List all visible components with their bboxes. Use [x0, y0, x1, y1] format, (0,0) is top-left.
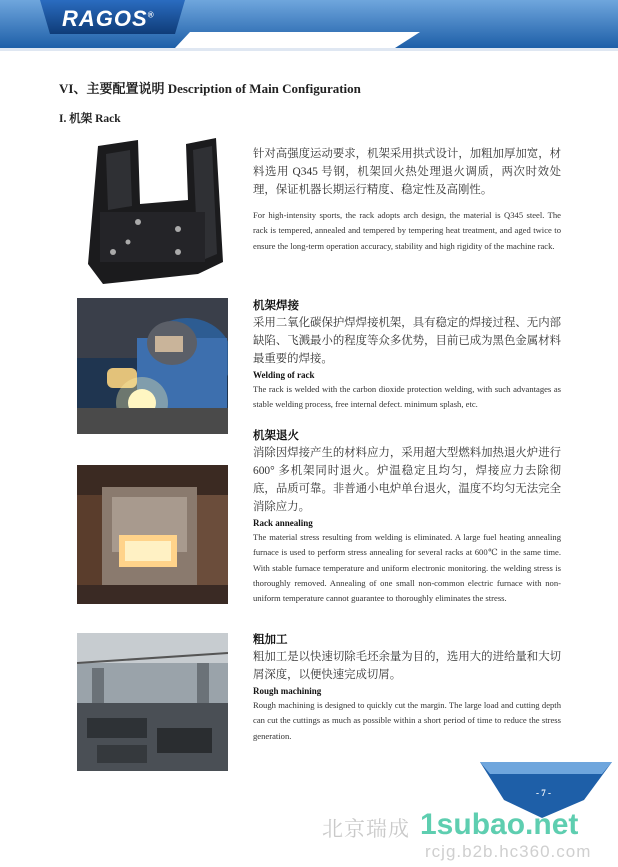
section-title: VI、主要配置说明 Description of Main Configuration [59, 81, 361, 96]
welding-title-cn: 机架焊接 [253, 300, 299, 312]
watermark-main: 1subao.net [420, 808, 579, 841]
welding-image [77, 298, 228, 434]
machining-text-en: Rough machining is designed to quickly cut the margin. The large load and cutting depth can cut the cuttings as much as possible within a short period of time to reduce the stress generation. [253, 700, 561, 741]
machining-section [253, 632, 561, 744]
annealing-title-en: Rack annealing [253, 518, 313, 528]
welding-section [253, 298, 561, 413]
annealing-section [253, 428, 561, 606]
welding-text-cn: 采用二氧化碳保护焊焊接机架，具有稳定的焊接过程、无内部缺陷、飞溅最小的程度等众多优势，目前已成为黑色金属材料最重要的焊接。 [253, 317, 561, 365]
welding-title-en: Welding of rack [253, 370, 315, 380]
machining-title-cn: 粗加工 [253, 634, 288, 646]
rack-frame-image [78, 134, 228, 289]
rack-text-cn: 针对高强度运动要求，机架采用拱式设计，加粗加厚加宽，材料选用 Q345 号钢，机架回火热处理退火调质，两次时效处理，保证机器长期运行精度、稳定性及高刚性。 [253, 148, 561, 196]
annealing-furnace-image [77, 465, 228, 604]
footer-company: 北京瑞成 [322, 817, 410, 841]
rack-description [253, 145, 561, 254]
welding-text-en: The rack is welded with the carbon dioxide protection welding, with such advantages as stable welding process, free internal defect. minimum splash, etc. [253, 384, 561, 410]
machining-title-en: Rough machining [253, 686, 322, 696]
page-number: - 7 - [536, 788, 551, 798]
machining-text-cn: 粗加工是以快速切除毛坯余量为目的，选用大的进给量和大切屑深度，以便快速完成切屑。 [253, 651, 561, 681]
annealing-text-en: The material stress resulting from welding is eliminated. A large fuel heating annealing furnace is used to perform stress annealing for several racks at 600℃ in the same time. With stable furnace temperature and uniform electronic monitoring. the welding stress is thoroughly removed. Annealing of one small non-common electric furnace with non-uniform temperature cannot guarantee to thoroughly eliminates the stress. [253, 532, 561, 604]
logo-text: RAGOS [62, 6, 148, 31]
logo-mark: ® [147, 10, 155, 20]
watermark-sub: rcjg.b2b.hc360.com [425, 842, 592, 861]
subsection-title: I. 机架 Rack [59, 113, 121, 125]
annealing-title-cn: 机架退火 [253, 430, 299, 442]
ragos-logo [62, 6, 158, 30]
annealing-text-cn: 消除因焊接产生的材料应力，采用超大型燃料加热退火炉进行 600° 多机架同时退火。炉温稳定且均匀，焊接应力去除彻底，品质可靠。非普通小电炉单台退火，温度不均匀无法完全消除应力。 [253, 447, 561, 513]
machining-workshop-image [77, 633, 228, 771]
rack-text-en: For high-intensity sports, the rack adopts arch design, the material is Q345 steel. The rack is tempered, annealed and tempered by tempering heat treatment, and aged twice to ensure the long-term operation accuracy, stability and high rigidity of the machine rack. [253, 210, 561, 251]
